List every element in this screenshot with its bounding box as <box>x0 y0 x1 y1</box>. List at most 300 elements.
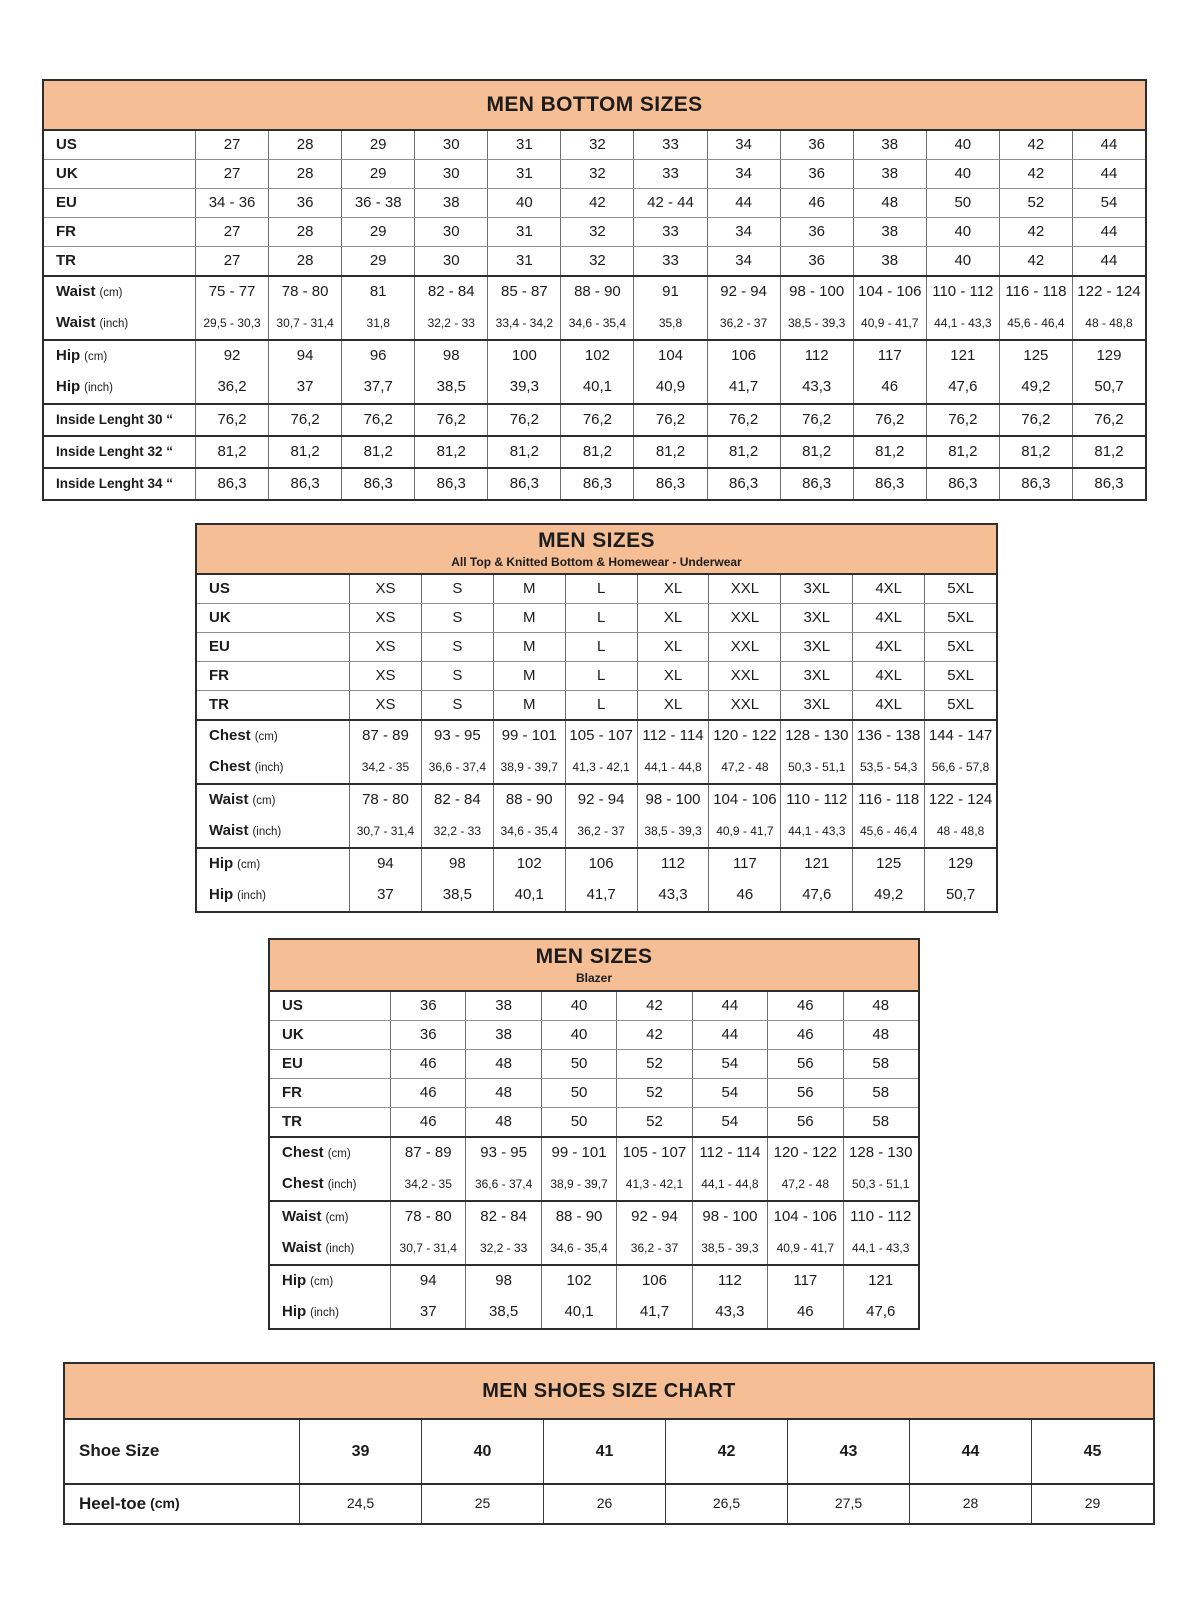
table-cell: 36,2 - 37 <box>616 1233 691 1264</box>
row-label: US <box>282 996 303 1014</box>
table-cell: 33 <box>633 247 706 275</box>
table-cell: 56 <box>767 1108 842 1136</box>
row-group <box>44 403 1145 435</box>
table-cell: 36,2 - 37 <box>707 308 780 339</box>
table-cell: 48 <box>465 1050 540 1078</box>
table-cell: 50,3 - 51,1 <box>843 1169 918 1200</box>
row-label: EU <box>56 193 77 211</box>
table-cell: 43,3 <box>637 880 709 911</box>
table-cell: 58 <box>843 1079 918 1107</box>
table-title: MEN SHOES SIZE CHART <box>482 1379 736 1402</box>
table-cell: 38 <box>414 189 487 217</box>
table-cell: 144 - 147 <box>924 721 996 752</box>
table-row <box>270 1020 918 1049</box>
table-cell: 76,2 <box>999 405 1072 435</box>
table-cell: 78 - 80 <box>268 277 341 308</box>
table-cell: 81,2 <box>926 437 999 467</box>
row-group <box>44 131 1145 275</box>
table-cell: M <box>493 691 565 719</box>
table-cell: 75 - 77 <box>195 277 268 308</box>
row-label: Shoe Size <box>79 1441 160 1461</box>
table-cell: 45,6 - 46,4 <box>852 816 924 847</box>
table-row <box>44 341 1145 372</box>
table-cell: 27 <box>195 131 268 159</box>
table-cell: 86,3 <box>1072 469 1145 499</box>
row-group <box>65 1420 1153 1483</box>
table-cell: 37 <box>268 372 341 403</box>
table-cell: XS <box>349 604 421 632</box>
table-cell: 37,7 <box>341 372 414 403</box>
table-subtitle: All Top & Knitted Bottom & Homewear - Underwear <box>451 554 742 569</box>
table-cell: 86,3 <box>780 469 853 499</box>
table-cell: 40 <box>421 1420 543 1483</box>
table-cell: 41,7 <box>616 1297 691 1328</box>
table-cell: 38 <box>853 160 926 188</box>
table-cell: XL <box>637 691 709 719</box>
row-label: Chest (cm) <box>282 1144 351 1162</box>
table-cell: 112 <box>780 341 853 372</box>
table-cell: XS <box>349 575 421 603</box>
table-cell: 31 <box>487 131 560 159</box>
table-header <box>65 1364 1153 1420</box>
table-cell: 38,5 - 39,3 <box>637 816 709 847</box>
table-cell: 36,2 - 37 <box>565 816 637 847</box>
table-cell: 81,2 <box>853 437 926 467</box>
table-cell: 28 <box>268 131 341 159</box>
table-cell: XS <box>349 633 421 661</box>
table-cell: L <box>565 633 637 661</box>
table-row <box>44 188 1145 217</box>
table-cell: 45,6 - 46,4 <box>999 308 1072 339</box>
table-cell: 46 <box>767 992 842 1020</box>
table-cell: 81,2 <box>633 437 706 467</box>
table-cell: 81,2 <box>268 437 341 467</box>
table-cell: 5XL <box>924 633 996 661</box>
table-cell: 40,9 - 41,7 <box>708 816 780 847</box>
table-cell: 29 <box>341 218 414 246</box>
table-row <box>44 246 1145 275</box>
row-group <box>44 467 1145 499</box>
table-title: MEN SIZES <box>535 945 653 969</box>
row-group <box>65 1483 1153 1523</box>
table-row <box>270 1202 918 1233</box>
table-cell: 54 <box>692 1050 767 1078</box>
table-cell: 53,5 - 54,3 <box>852 752 924 783</box>
table-cell: 44,1 - 43,3 <box>780 816 852 847</box>
table-cell: 91 <box>633 277 706 308</box>
table-cell: 29 <box>341 247 414 275</box>
table-cell: XS <box>349 691 421 719</box>
table-cell: 93 - 95 <box>421 721 493 752</box>
table-cell: 98 <box>414 341 487 372</box>
table-cell: 27 <box>195 247 268 275</box>
table-cell: M <box>493 662 565 690</box>
table-cell: 110 - 112 <box>843 1202 918 1233</box>
table-header <box>44 81 1145 131</box>
table-row <box>197 575 996 603</box>
table-cell: XXL <box>708 662 780 690</box>
table-cell: 46 <box>780 189 853 217</box>
table-cell: 99 - 101 <box>493 721 565 752</box>
row-label: EU <box>282 1054 303 1072</box>
table-cell: 40 <box>926 218 999 246</box>
table-cell: 52 <box>616 1079 691 1107</box>
table-row <box>65 1485 1153 1523</box>
table-body <box>270 992 918 1328</box>
table-cell: XXL <box>708 575 780 603</box>
table-cell: 31 <box>487 218 560 246</box>
table-cell: 40,1 <box>493 880 565 911</box>
row-group <box>44 275 1145 339</box>
table-cell: 81,2 <box>999 437 1072 467</box>
table-cell: 36 <box>780 160 853 188</box>
table-cell: 38,5 <box>421 880 493 911</box>
table-cell: 44 <box>909 1420 1031 1483</box>
table-row <box>197 721 996 752</box>
table-cell: 4XL <box>852 604 924 632</box>
table-cell: 44,1 - 44,8 <box>692 1169 767 1200</box>
table-cell: 102 <box>541 1266 616 1297</box>
table-row <box>270 1107 918 1136</box>
table-cell: 121 <box>780 849 852 880</box>
table-cell: 32,2 - 33 <box>421 816 493 847</box>
row-group <box>270 1136 918 1200</box>
row-group <box>197 783 996 847</box>
table-cell: 38,5 - 39,3 <box>692 1233 767 1264</box>
table-cell: 128 - 130 <box>780 721 852 752</box>
table-cell: 33,4 - 34,2 <box>487 308 560 339</box>
row-label: Waist (inch) <box>56 314 129 332</box>
table-cell: 38,9 - 39,7 <box>541 1169 616 1200</box>
table-cell: 117 <box>853 341 926 372</box>
table-header <box>197 525 996 575</box>
table-cell: 42 <box>999 131 1072 159</box>
table-cell: 40 <box>926 131 999 159</box>
table-cell: 33 <box>633 160 706 188</box>
table-cell: 4XL <box>852 691 924 719</box>
table-cell: 81 <box>341 277 414 308</box>
table-cell: M <box>493 575 565 603</box>
table-cell: 86,3 <box>487 469 560 499</box>
table-cell: 44,1 - 44,8 <box>637 752 709 783</box>
table-cell: 86,3 <box>926 469 999 499</box>
table-cell: S <box>421 662 493 690</box>
table-cell: 32,2 - 33 <box>465 1233 540 1264</box>
table-cell: 42 <box>560 189 633 217</box>
row-label: FR <box>209 666 229 684</box>
table-cell: 120 - 122 <box>708 721 780 752</box>
table-cell: 106 <box>707 341 780 372</box>
table-cell: 76,2 <box>487 405 560 435</box>
table-cell: 76,2 <box>195 405 268 435</box>
table-cell: 46 <box>767 1021 842 1049</box>
table-cell: 32 <box>560 247 633 275</box>
table-cell: S <box>421 604 493 632</box>
table-cell: 76,2 <box>780 405 853 435</box>
table-cell: 88 - 90 <box>541 1202 616 1233</box>
table-cell: 56 <box>767 1079 842 1107</box>
table-cell: 36 - 38 <box>341 189 414 217</box>
row-group <box>197 719 996 783</box>
row-label: Chest (inch) <box>209 758 284 776</box>
table-cell: 5XL <box>924 604 996 632</box>
table-cell: 30 <box>414 131 487 159</box>
table-cell: 41,7 <box>707 372 780 403</box>
table-cell: 29 <box>341 160 414 188</box>
table-cell: M <box>493 604 565 632</box>
table-cell: 76,2 <box>707 405 780 435</box>
table-cell: 40,9 - 41,7 <box>853 308 926 339</box>
table-cell: 38,9 - 39,7 <box>493 752 565 783</box>
table-row <box>270 1138 918 1169</box>
table-cell: 34 <box>707 131 780 159</box>
table-row <box>197 690 996 719</box>
table-cell: 104 - 106 <box>853 277 926 308</box>
table-cell: 40,9 - 41,7 <box>767 1233 842 1264</box>
table-cell: 112 - 114 <box>692 1138 767 1169</box>
table-cell: 47,6 <box>780 880 852 911</box>
table-cell: 102 <box>560 341 633 372</box>
table-cell: 86,3 <box>999 469 1072 499</box>
table-cell: 34 - 36 <box>195 189 268 217</box>
table-cell: 5XL <box>924 575 996 603</box>
table-cell: 3XL <box>780 575 852 603</box>
row-label: TR <box>282 1112 302 1130</box>
table-cell: 41,3 - 42,1 <box>616 1169 691 1200</box>
table-cell: 121 <box>926 341 999 372</box>
row-label: Waist (cm) <box>282 1208 349 1226</box>
table-cell: XS <box>349 662 421 690</box>
table-cell: 50 <box>541 1050 616 1078</box>
table-row <box>197 661 996 690</box>
table-cell: 58 <box>843 1050 918 1078</box>
row-group <box>44 435 1145 467</box>
table-cell: 30 <box>414 160 487 188</box>
table-cell: 47,6 <box>926 372 999 403</box>
table-cell: 52 <box>999 189 1072 217</box>
table-cell: 78 - 80 <box>390 1202 465 1233</box>
table-cell: 50 <box>541 1079 616 1107</box>
table-cell: 4XL <box>852 633 924 661</box>
table-cell: 40,1 <box>541 1297 616 1328</box>
table-body <box>44 131 1145 499</box>
table-cell: XL <box>637 575 709 603</box>
table-cell: 34 <box>707 160 780 188</box>
row-label: Chest (cm) <box>209 727 278 745</box>
table-row <box>44 372 1145 403</box>
table-cell: 3XL <box>780 604 852 632</box>
table-cell: 46 <box>390 1079 465 1107</box>
row-label: Inside Lenght 34 “ <box>56 475 174 491</box>
row-label: FR <box>56 222 76 240</box>
table-row <box>44 308 1145 339</box>
table-cell: 81,2 <box>487 437 560 467</box>
table-cell: 5XL <box>924 662 996 690</box>
table-cell: 116 - 118 <box>999 277 1072 308</box>
table-cell: 44,1 - 43,3 <box>926 308 999 339</box>
table-row <box>44 277 1145 308</box>
table-cell: 34,2 - 35 <box>349 752 421 783</box>
table-cell: 86,3 <box>707 469 780 499</box>
table-row <box>197 603 996 632</box>
table-cell: 81,2 <box>195 437 268 467</box>
table-row <box>197 849 996 880</box>
row-label: Hip (inch) <box>56 378 113 396</box>
row-label-unit: (inch) <box>310 1307 339 1320</box>
row-label: Hip (cm) <box>56 347 108 365</box>
row-label: Hip (cm) <box>282 1272 334 1290</box>
table-cell: 39,3 <box>487 372 560 403</box>
table-cell: 92 - 94 <box>616 1202 691 1233</box>
table-cell: 78 - 80 <box>349 785 421 816</box>
table-cell: 76,2 <box>268 405 341 435</box>
table-cell: 98 <box>465 1266 540 1297</box>
table-cell: 54 <box>692 1079 767 1107</box>
row-label: Waist (cm) <box>209 791 276 809</box>
table-cell: 38 <box>465 992 540 1020</box>
table-row <box>270 1297 918 1328</box>
table-cell: 31,8 <box>341 308 414 339</box>
table-cell: 49,2 <box>999 372 1072 403</box>
table-cell: 45 <box>1031 1420 1153 1483</box>
table-header <box>270 940 918 992</box>
row-label-unit: (cm) <box>99 287 123 300</box>
men-shoes-size-chart-table <box>63 1362 1155 1525</box>
table-cell: 50 <box>926 189 999 217</box>
table-cell: 36 <box>390 992 465 1020</box>
table-cell: L <box>565 691 637 719</box>
table-cell: 92 - 94 <box>565 785 637 816</box>
table-cell: 136 - 138 <box>852 721 924 752</box>
table-cell: 86,3 <box>633 469 706 499</box>
table-cell: 36 <box>780 247 853 275</box>
table-cell: 38 <box>853 247 926 275</box>
table-cell: 28 <box>909 1485 1031 1523</box>
table-cell: XL <box>637 604 709 632</box>
table-cell: 42 <box>665 1420 787 1483</box>
table-cell: 43,3 <box>692 1297 767 1328</box>
table-cell: 30,7 - 31,4 <box>390 1233 465 1264</box>
table-cell: 76,2 <box>341 405 414 435</box>
table-cell: 117 <box>708 849 780 880</box>
table-cell: 46 <box>708 880 780 911</box>
table-cell: 76,2 <box>633 405 706 435</box>
table-cell: 38 <box>465 1021 540 1049</box>
table-cell: 98 - 100 <box>637 785 709 816</box>
table-cell: 76,2 <box>853 405 926 435</box>
table-cell: 106 <box>565 849 637 880</box>
table-cell: L <box>565 575 637 603</box>
table-cell: 5XL <box>924 691 996 719</box>
table-cell: 116 - 118 <box>852 785 924 816</box>
table-cell: 41 <box>543 1420 665 1483</box>
table-row <box>270 1233 918 1264</box>
table-cell: 40 <box>926 247 999 275</box>
row-label: Chest (inch) <box>282 1175 357 1193</box>
table-cell: 110 - 112 <box>926 277 999 308</box>
row-label-unit: (inch) <box>327 1179 357 1192</box>
table-cell: 44 <box>692 1021 767 1049</box>
table-cell: 46 <box>390 1108 465 1136</box>
table-cell: 32 <box>560 218 633 246</box>
table-cell: 50,7 <box>1072 372 1145 403</box>
row-label-unit: (inch) <box>254 762 284 775</box>
row-label-unit: (cm) <box>252 795 276 808</box>
table-cell: 120 - 122 <box>767 1138 842 1169</box>
table-cell: 129 <box>924 849 996 880</box>
table-cell: 44 <box>1072 247 1145 275</box>
table-cell: 76,2 <box>414 405 487 435</box>
table-subtitle: Blazer <box>575 970 613 985</box>
table-cell: 94 <box>390 1266 465 1297</box>
table-cell: 86,3 <box>414 469 487 499</box>
table-row <box>197 816 996 847</box>
table-cell: 43,3 <box>780 372 853 403</box>
table-cell: 76,2 <box>926 405 999 435</box>
table-cell: 50 <box>541 1108 616 1136</box>
table-cell: L <box>565 662 637 690</box>
row-label: Inside Lenght 32 “ <box>56 443 174 459</box>
table-cell: 30,7 - 31,4 <box>349 816 421 847</box>
table-cell: 34,6 - 35,4 <box>560 308 633 339</box>
table-cell: 44 <box>1072 160 1145 188</box>
table-cell: 94 <box>268 341 341 372</box>
table-row <box>270 1169 918 1200</box>
table-cell: 88 - 90 <box>560 277 633 308</box>
table-cell: 81,2 <box>707 437 780 467</box>
table-cell: S <box>421 691 493 719</box>
table-cell: 104 - 106 <box>767 1202 842 1233</box>
row-label-unit: (cm) <box>84 351 108 364</box>
men-bottom-sizes-table <box>42 79 1147 501</box>
table-row <box>270 1266 918 1297</box>
row-group <box>270 1264 918 1328</box>
table-cell: 44,1 - 43,3 <box>843 1233 918 1264</box>
row-group <box>270 992 918 1136</box>
table-cell: 100 <box>487 341 560 372</box>
row-label-unit: (cm) <box>254 731 278 744</box>
table-cell: 96 <box>341 341 414 372</box>
table-cell: 32,2 - 33 <box>414 308 487 339</box>
table-cell: 32 <box>560 131 633 159</box>
table-cell: 30 <box>414 218 487 246</box>
row-label: TR <box>56 251 76 269</box>
table-cell: 110 - 112 <box>780 785 852 816</box>
table-cell: 104 - 106 <box>708 785 780 816</box>
table-cell: 38,5 <box>465 1297 540 1328</box>
table-cell: 34,6 - 35,4 <box>541 1233 616 1264</box>
table-cell: 48 - 48,8 <box>924 816 996 847</box>
table-cell: 40 <box>541 992 616 1020</box>
table-cell: 102 <box>493 849 565 880</box>
table-cell: 48 <box>843 992 918 1020</box>
table-cell: XXL <box>708 633 780 661</box>
table-cell: 46 <box>853 372 926 403</box>
table-cell: 49,2 <box>852 880 924 911</box>
table-cell: 94 <box>349 849 421 880</box>
row-label: Hip (cm) <box>209 855 261 873</box>
row-label-unit: (inch) <box>237 890 266 903</box>
table-cell: 86,3 <box>268 469 341 499</box>
table-cell: 34 <box>707 247 780 275</box>
table-cell: 128 - 130 <box>843 1138 918 1169</box>
row-label-unit: (inch) <box>84 382 113 395</box>
table-cell: 37 <box>390 1297 465 1328</box>
row-label: Waist (inch) <box>209 822 282 840</box>
table-cell: 122 - 124 <box>924 785 996 816</box>
table-cell: 86,3 <box>853 469 926 499</box>
table-cell: 33 <box>633 131 706 159</box>
